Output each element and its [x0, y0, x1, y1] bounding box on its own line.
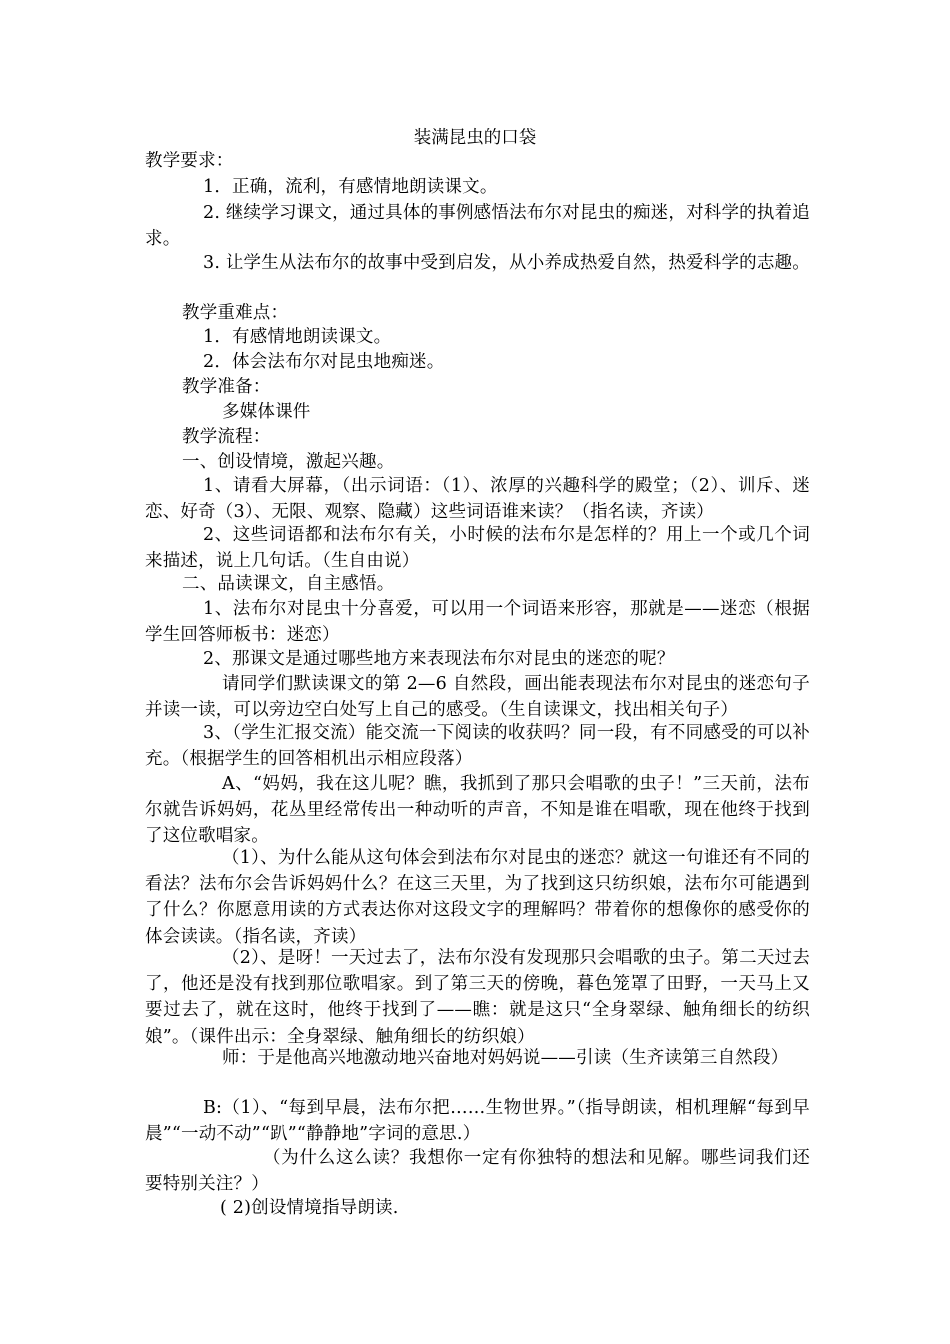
requirement-item-2: 2. 继续学习课文，通过具体的事例感悟法布尔对昆虫的痴迷，对科学的执着追求。: [145, 203, 810, 250]
passage-b-step-2: ( 2)创设情境指导朗读.: [220, 1198, 399, 1218]
difficulty-item-2: 2．体会法布尔对昆虫地痴迷。: [203, 352, 445, 372]
flow-step-1-2: 2、这些词语都和法布尔有关，小时候的法布尔是怎样的？用上一个或几个词来描述，说上几句话。（生自由说）: [145, 525, 810, 572]
flow-step-2-3: 3、（学生汇报交流）能交流一下阅读的收获吗？同一段，有不同感受的可以补充。（根据学生的回答相机出示相应段落）: [145, 723, 810, 770]
section-heading-2: 二、品读课文，自主感悟。: [182, 574, 395, 594]
flow-step-2-2: 2、那课文是通过哪些地方来表现法布尔对昆虫的迷恋的呢？: [203, 649, 675, 669]
document-title: 装满昆虫的口袋: [413, 128, 537, 148]
preparation-item: 多媒体课件: [222, 402, 311, 422]
heading-key-difficulties: 教学重难点：: [182, 303, 289, 323]
requirement-item-3: 3. 让学生从法布尔的故事中受到启发，从小养成热爱自然，热爱科学的志趣。: [203, 253, 810, 273]
heading-teaching-flow: 教学流程：: [182, 427, 271, 447]
heading-preparation: 教学准备：: [182, 377, 271, 397]
passage-b: B:（1）、“每到早晨，法布尔把……生物世界。”（指导朗读，相机理解“每到早晨”“一动不动”“趴”“静静地”字词的意思.）: [145, 1098, 810, 1145]
difficulty-item-1: 1．有感情地朗读课文。: [203, 327, 392, 347]
flow-step-2-1: 1、法布尔对昆虫十分喜爱，可以用一个词语来形容，那就是——迷恋（根据学生回答师板书：迷恋）: [145, 599, 810, 646]
heading-teaching-requirements: 教学要求：: [145, 151, 234, 171]
passage-a-question-1: （1）、为什么能从这句体会到法布尔对昆虫的迷恋？就这一句谁还有不同的看法？法布尔会告诉妈妈什么？在这三天里，为了找到这只纺织娘，法布尔可能遇到了什么？你愿意用读的方式表达你对这段文字的理解吗？带着你的想像你的感受你的体会读读。（指名读，齐读）: [145, 848, 810, 947]
passage-a-question-2: （2）、是呀！一天过去了，法布尔没有发现那只会唱歌的虫子。第二天过去了，他还是没有找到那位歌唱家。到了第三天的傍晚，暮色笼罩了田野，一天马上又要过去了，就在这时，他终于找到了——瞧：就是这只“全身翠绿、触角细长的纺织娘”。（课件出示：全身翠绿、触角细长的纺织娘）: [145, 948, 810, 1047]
flow-step-1-1: 1、请看大屏幕，（出示词语：（1）、浓厚的兴趣科学的殿堂；（2）、训斥、迷恋、好奇（3）、无限、观察、隐藏）这些词语谁来读？（指名读，齐读）: [145, 476, 810, 523]
requirement-item-1: 1．正确，流利，有感情地朗读课文。: [203, 177, 498, 197]
passage-b-note: （为什么这么读？我想你一定有你独特的想法和见解。哪些词我们还要特别关注？）: [145, 1148, 810, 1195]
flow-step-2-2-instruction: 请同学们默读课文的第 2—6 自然段，画出能表现法布尔对昆虫的迷恋句子并读一读，可以旁边空白处写上自己的感受。（生自读课文，找出相关句子）: [145, 674, 810, 721]
teacher-guided-reading: 师：于是他高兴地激动地兴奋地对妈妈说——引读（生齐读第三自然段）: [222, 1048, 789, 1068]
passage-a: A、“妈妈，我在这儿呢？瞧，我抓到了那只会唱歌的虫子！”三天前，法布尔就告诉妈妈，花丛里经常传出一种动听的声音，不知是谁在唱歌，现在他终于找到了这位歌唱家。: [145, 774, 810, 847]
section-heading-1: 一、创设情境，激起兴趣。: [182, 452, 395, 472]
